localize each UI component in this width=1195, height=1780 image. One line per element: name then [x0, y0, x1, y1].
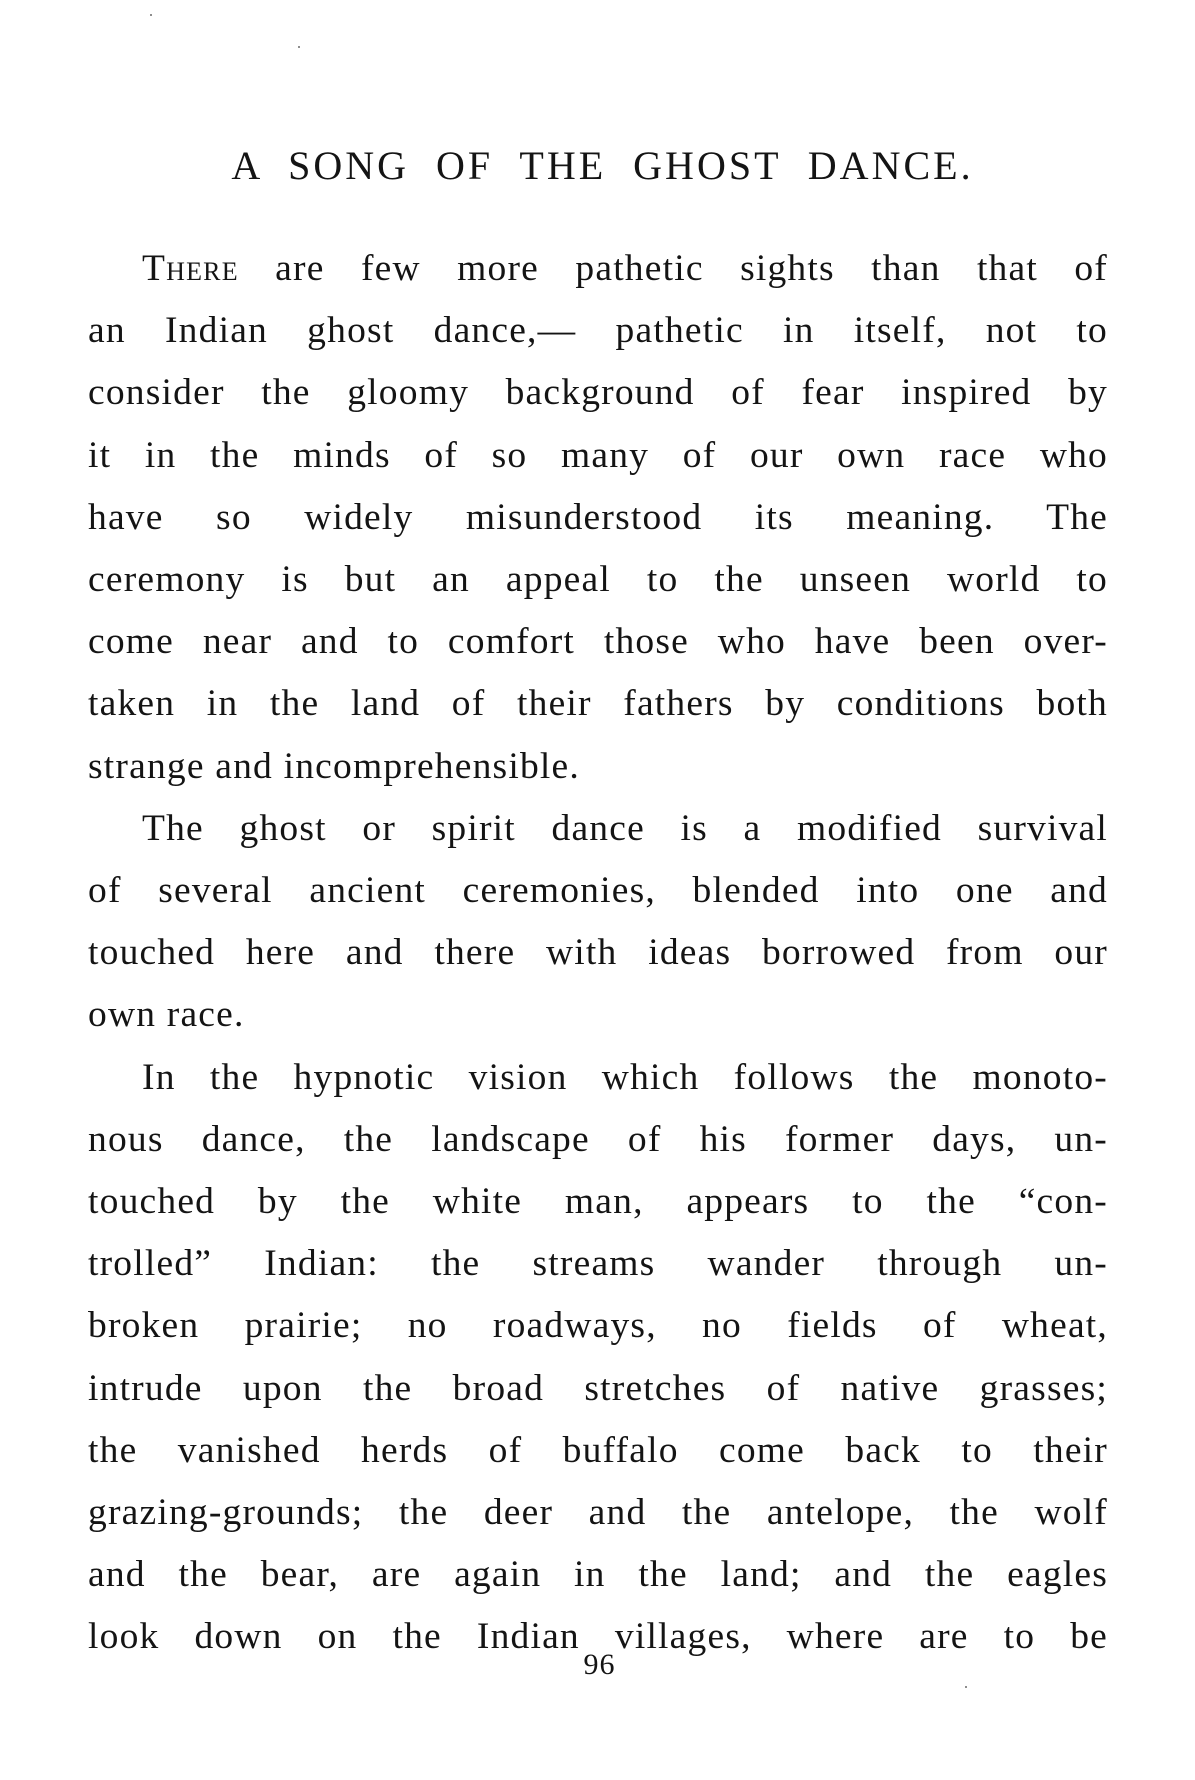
- chapter-title: A SONG OF THE GHOST DANCE.: [231, 143, 974, 188]
- text-line: come near and to comfort those who have been over-: [88, 621, 1108, 663]
- paper-speck: [965, 1686, 967, 1688]
- text-line: grazing-grounds; the deer and the antelope, the wolf: [88, 1492, 1108, 1534]
- paragraph-3: [88, 1047, 1108, 1669]
- text-line: touched by the white man, appears to the “con-: [88, 1181, 1108, 1223]
- paragraph-2: [88, 798, 1108, 1047]
- text-line: and the bear, are again in the land; and the eagles: [88, 1554, 1108, 1596]
- body-text: [88, 238, 1108, 1669]
- text-line: an Indian ghost dance,— pathetic in itself, not to: [88, 310, 1108, 352]
- text-line: In the hypnotic vision which follows the monoto-: [142, 1056, 1108, 1098]
- text-line: look down on the Indian villages, where are to be: [88, 1616, 1108, 1658]
- text-line: There are few more pathetic sights than that of: [142, 248, 1108, 289]
- text-line: nous dance, the landscape of his former days, un-: [88, 1118, 1108, 1160]
- text-line: The ghost or spirit dance is a modified survival: [142, 807, 1108, 849]
- text-line: strange and incomprehensible.: [88, 745, 580, 787]
- lead-word: There: [142, 248, 239, 289]
- paragraph-1: [88, 238, 1108, 798]
- text-line: it in the minds of so many of our own race who: [88, 434, 1108, 476]
- text-line: own race.: [88, 994, 245, 1036]
- text-line: trolled” Indian: the streams wander through un-: [88, 1243, 1108, 1285]
- paper-speck: [298, 46, 300, 48]
- text-line: ceremony is but an appeal to the unseen world to: [88, 559, 1108, 601]
- text-line: of several ancient ceremonies, blended into one and: [88, 870, 1108, 912]
- text-line: the vanished herds of buffalo come back to their: [88, 1429, 1108, 1471]
- text-line: touched here and there with ideas borrowed from our: [88, 932, 1108, 974]
- text-line: consider the gloomy background of fear inspired by: [88, 372, 1108, 414]
- text-line: have so widely misunderstood its meaning. The: [88, 496, 1108, 538]
- paper-speck: [150, 14, 152, 16]
- page-number: 96: [583, 1648, 616, 1681]
- text-line: taken in the land of their fathers by conditions both: [88, 683, 1108, 725]
- text-line: broken prairie; no roadways, no fields of wheat,: [88, 1305, 1108, 1347]
- text-line: intrude upon the broad stretches of native grasses;: [88, 1367, 1108, 1409]
